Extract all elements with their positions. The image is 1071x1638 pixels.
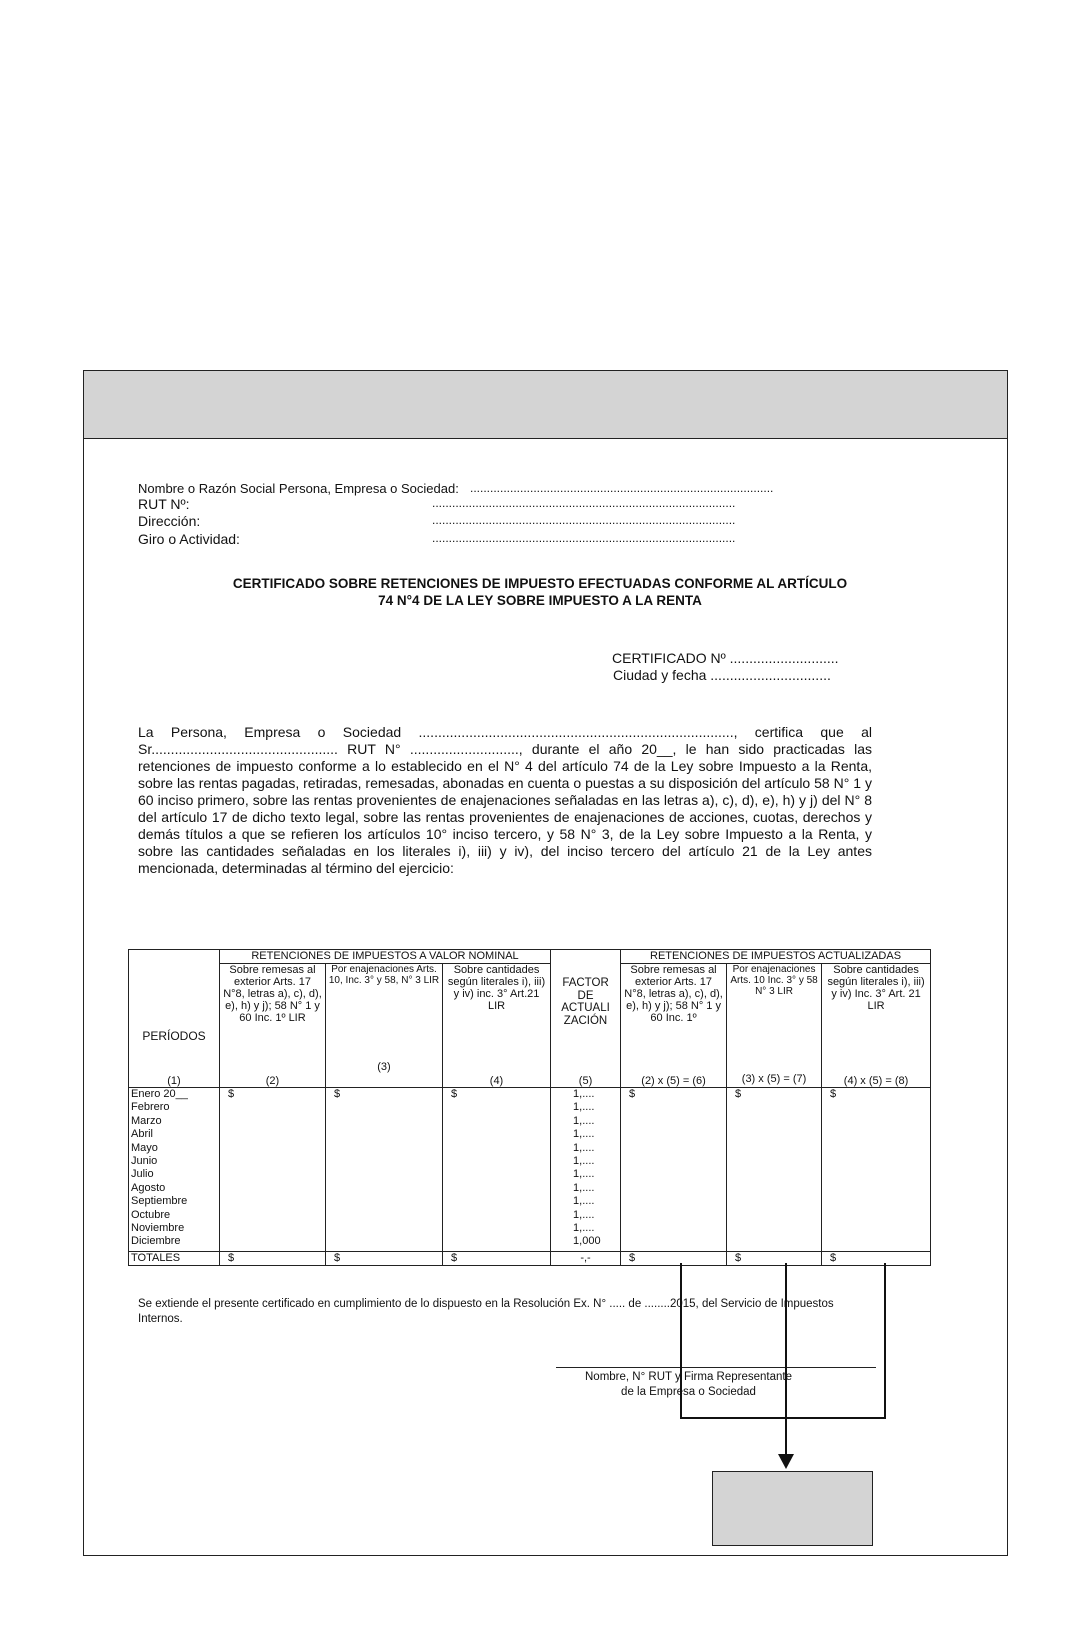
month-row: Enero 20__ [131, 1088, 188, 1100]
cell-col4-values[interactable]: $ [443, 1088, 551, 1252]
field-dots-rut[interactable]: ........................................................................................... [432, 496, 736, 510]
document-title-line1: CERTIFICADO SOBRE RETENCIONES DE IMPUESTO EFECTUADAS CONFORME AL ARTÍCULO [232, 576, 848, 591]
field-label-razon-social: Nombre o Razón Social Persona, Empresa o Sociedad: [138, 481, 459, 496]
total-col3[interactable]: $ [326, 1252, 443, 1266]
field-label-direccion: Dirección: [138, 513, 201, 529]
totals-label: TOTALES [129, 1252, 220, 1266]
field-label-giro: Giro o Actividad: [138, 531, 240, 547]
month-row: Noviembre [131, 1222, 185, 1235]
body-paragraph: La Persona, Empresa o Sociedad ................................................................................., certifica que al Sr................................................ RUT N° ............................, durante el año 20__, le han sido practicadas las retenciones de impuesto conforme a lo establecido en el N° 4 del artículo 74 de la Ley sobre Impuesto a la Renta, sobre las rentas pagadas, retiradas, remesadas, abonadas en cuenta o puestas a su disposición del artículo 58 N° 1 y 60 inciso primero, sobre las rentas provenientes de enajenaciones señaladas en las letras a), c), d), e), h) y j) del N° 8 del artículo 17 de dicho texto legal, sobre las rentas provenientes de enajenaciones de acciones, cuotas, derechos y demás títulos a que se refieren los artículos 10° inciso tercero, y 58 N° 3, de la Ley sobre Impuesto a la Renta, y sobre las cantidades señaladas en los literales i), iii) y iv), del inciso tercero del artículo 21 de la Ley antes mencionada, determinadas al término del ejercicio: [138, 724, 872, 876]
month-row: Diciembre [131, 1235, 181, 1248]
factor-row: 1,000 [573, 1235, 601, 1248]
month-row: Febrero [131, 1101, 170, 1114]
field-dots-direccion[interactable]: ........................................................................................... [432, 513, 736, 527]
month-row: Octubre [131, 1208, 171, 1221]
factor-row: 1,.... [573, 1141, 595, 1154]
total-col8[interactable]: $ [822, 1252, 931, 1266]
arrow-head-icon [778, 1454, 794, 1469]
certificado-number[interactable]: CERTIFICADO Nº ............................ [612, 650, 839, 666]
cell-col6-values[interactable]: $ [621, 1088, 727, 1252]
ciudad-fecha[interactable]: Ciudad y fecha ............................... [613, 667, 831, 683]
document-title-line2: 74 N°4 DE LA LEY SOBRE IMPUESTO A LA RENTA [378, 593, 702, 608]
total-factor: -,- [551, 1252, 621, 1266]
factor-row: 1,.... [573, 1195, 595, 1208]
factor-row: 1,.... [573, 1101, 595, 1114]
total-col2[interactable]: $ [220, 1252, 326, 1266]
header-factor: FACTOR DE ACTUALI ZACIÓN (5) [551, 950, 621, 1088]
factor-row: 1,.... [573, 1181, 595, 1194]
factor-row: 1,.... [573, 1128, 595, 1141]
month-row: Agosto [131, 1181, 166, 1194]
target-box [712, 1471, 873, 1546]
header-col6: Sobre remesas al exterior Arts. 17 N°8, letras a), c), d), e), h) y j); 58 N° 1 y 60 Inc. 1º (2) x (5) = (6) [621, 964, 727, 1088]
header-col5-num: (5) [578, 1075, 593, 1087]
month-row: Junio [131, 1155, 158, 1168]
factor-row: 1,.... [573, 1114, 595, 1127]
header-col2: Sobre remesas al exterior Arts. 17 N°8, letras a), c), d), e), h) y j); 58 N° 1 y 60 Inc. 1º LIR (2) [220, 964, 326, 1088]
header-col1-num: (1) [167, 1075, 181, 1087]
field-dots-razon-social[interactable]: ........................................................................................... [470, 481, 774, 495]
header-group-actualizadas: RETENCIONES DE IMPUESTOS ACTUALIZADAS [621, 950, 931, 964]
header-col8: Sobre cantidades según literales i), iii) y iv) Inc. 3° Art. 21 LIR (4) x (5) = (8) [822, 964, 931, 1088]
month-row: Julio [131, 1168, 154, 1181]
factor-row: 1,.... [573, 1155, 595, 1168]
footer-text: Se extiende el presente certificado en cumplimiento de lo dispuesto en la Resolución Ex. N° ..... de ........2015, del Servicio de Impuestos Internos. [138, 1298, 834, 1325]
signature-caption-line2: de la Empresa o Sociedad [621, 1386, 756, 1398]
header-col3: Por enajenaciones Arts. 10, Inc. 3° y 58, N° 3 LIR (3) [326, 964, 443, 1088]
connector-bracket [681, 1263, 885, 1418]
factor-row: 1,.... [573, 1088, 595, 1100]
factor-row: 1,.... [573, 1222, 595, 1235]
header-col6-num: (2) x (5) = (6) [641, 1075, 706, 1087]
header-col7: Por enajenaciones Arts. 10 Inc. 3° y 58 N° 3 LIR (3) x (5) = (7) [727, 964, 822, 1088]
total-col6[interactable]: $ [621, 1252, 727, 1266]
month-row: Septiembre [131, 1195, 188, 1208]
total-col7[interactable]: $ [727, 1252, 822, 1266]
cell-col8-values[interactable]: $ [822, 1088, 931, 1252]
month-row: Marzo [131, 1114, 162, 1127]
header-col7-num: (3) x (5) = (7) [741, 1073, 807, 1085]
factor-row: 1,.... [573, 1168, 595, 1181]
field-dots-giro[interactable]: ........................................................................................... [432, 531, 736, 545]
total-col4[interactable]: $ [443, 1252, 551, 1266]
header-group-nominal: RETENCIONES DE IMPUESTOS A VALOR NOMINAL [220, 950, 551, 964]
header-col3-num: (3) [377, 1061, 391, 1073]
month-row: Abril [131, 1128, 154, 1141]
field-label-rut: RUT Nº: [138, 496, 190, 512]
cell-col2-values[interactable]: $ [220, 1088, 326, 1252]
header-col8-num: (4) x (5) = (8) [843, 1075, 909, 1087]
cell-col3-values[interactable]: $ [326, 1088, 443, 1252]
factor-row: 1,.... [573, 1208, 595, 1221]
header-col2-num: (2) [265, 1075, 280, 1087]
month-row: Mayo [131, 1141, 158, 1154]
header-periodos: PERÍODOS (1) [129, 950, 220, 1088]
header-col4: Sobre cantidades según literales i), iii) y iv) inc. 3° Art.21 LIR (4) [443, 964, 551, 1088]
header-col4-num: (4) [489, 1075, 504, 1087]
cell-col7-values[interactable]: $ [727, 1088, 822, 1252]
signature-caption-line1: Nombre, N° RUT y Firma Representante [585, 1371, 792, 1383]
